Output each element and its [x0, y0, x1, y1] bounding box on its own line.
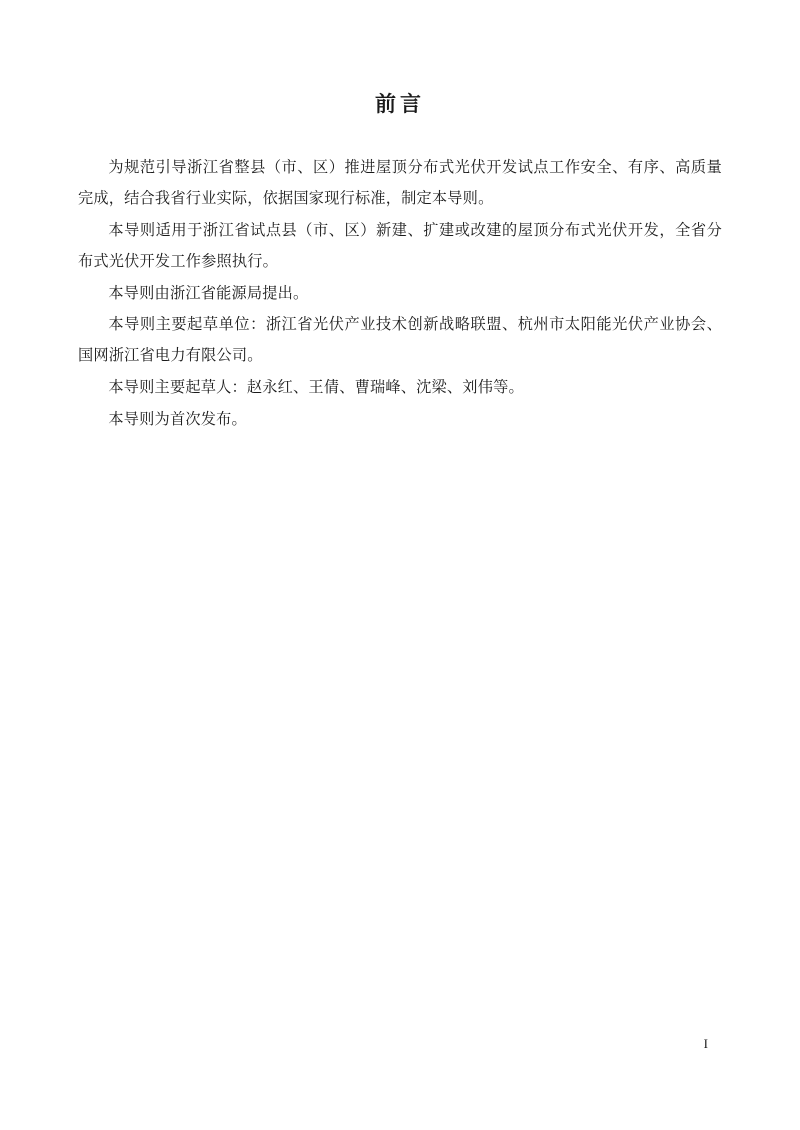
paragraph: 本导则由浙江省能源局提出。: [108, 284, 309, 302]
paragraph: 本导则主要起草人：赵永红、王倩、曹瑞峰、沈梁、刘伟等。: [108, 379, 524, 397]
page-title: 前言: [375, 93, 425, 116]
paragraph: 本导则为首次发布。: [108, 410, 247, 428]
paragraph: 为规范引导浙江省整县（市、区）推进屋顶分布式光伏开发试点工作安全、有序、高质量完成，结合我省行业实际，依据国家现行标准，制定本导则。: [78, 159, 722, 208]
paragraph: 本导则适用于浙江省试点县（市、区）新建、扩建或改建的屋顶分布式光伏开发，全省分布式光伏开发工作参照执行。: [78, 221, 722, 270]
page-number: I: [703, 1036, 708, 1051]
paragraph: 本导则主要起草单位：浙江省光伏产业技术创新战略联盟、杭州市太阳能光伏产业协会、国网浙江省电力有限公司。: [78, 316, 722, 365]
foreword-body: [78, 152, 722, 435]
